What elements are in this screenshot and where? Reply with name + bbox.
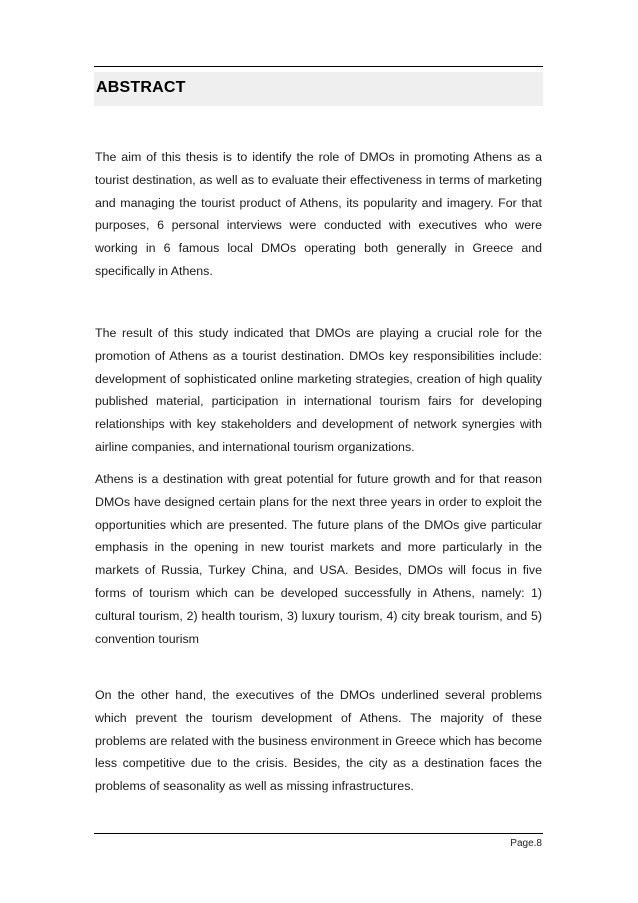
abstract-heading: ABSTRACT: [96, 79, 186, 96]
paragraph-future-plans: Athens is a destination with great potential for future growth and for that reason DMOs have designed certain plans for the next three years in order to exploit the opportunities which are presented. The future plans of the DMOs give particular emphasis in the opening in new tourist markets and more particularly in the markets of Russia, Turkey China, and USA. Besides, DMOs will focus in five forms of tourism which can be developed successfully in Athens, namely: 1) cultural tourism, 2) health tourism, 3) luxury tourism, 4) city break tourism, and 5) convention tourism: [95, 472, 542, 646]
top-divider: [94, 66, 543, 67]
page-number: Page.8: [510, 838, 542, 849]
paragraph-results: The result of this study indicated that DMOs are playing a crucial role for the promotion of Athens as a tourist destination. DMOs key responsibilities include: development of sophisticated online marketing strategies, creation of high quality published material, participation in international tourism fairs for developing relationships with key stakeholders and development of network synergies with airline companies, and international tourism organizations.: [95, 326, 542, 454]
footer-divider: [94, 833, 543, 834]
paragraph-aim: The aim of this thesis is to identify the role of DMOs in promoting Athens as a tourist destination, as well as to evaluate their effectiveness in terms of marketing and managing the tourist product of Athens, its popularity and imagery. For that purposes, 6 personal interviews were conducted with executives who were working in 6 famous local DMOs operating both generally in Greece and specifically in Athens.: [95, 150, 542, 278]
paragraph-problems: On the other hand, the executives of the DMOs underlined several problems which prevent the tourism development of Athens. The majority of these problems are related with the business environment in Greece which has become less competitive due to the crisis. Besides, the city as a destination faces the problems of seasonality as well as missing infrastructures.: [95, 688, 542, 794]
